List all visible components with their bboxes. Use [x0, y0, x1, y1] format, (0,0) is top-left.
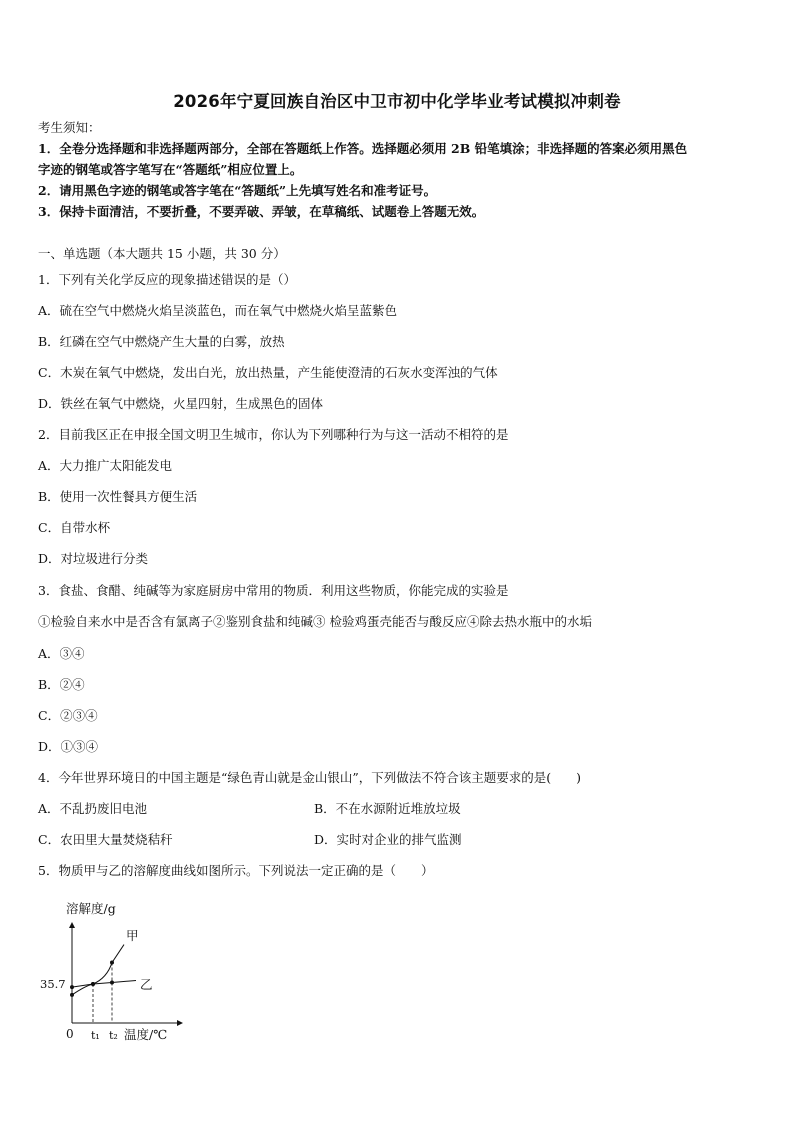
q1-stem: 1．下列有关化学反应的现象描述错误的是（） — [38, 272, 296, 287]
y-tick-label: 35.7 — [40, 977, 66, 991]
point-yi-1 — [91, 982, 95, 986]
q3-stem: 3．食盐、食醋、纯碱等为家庭厨房中常用的物质．利用这些物质，你能完成的实验是 — [38, 583, 509, 598]
q4-stem: 4．今年世界环境日的中国主题是“绿色青山就是金山银山”，下列做法不符合该主题要求的是( ) — [38, 770, 581, 785]
y-axis-label: 溶解度/g — [66, 901, 116, 916]
q2-option-b: B．使用一次性餐具方便生活 — [38, 489, 198, 504]
note-2: 2．请用黑色字迹的钢笔或答字笔在“答题纸”上先填写姓名和准考证号。 — [38, 183, 437, 198]
series-label-yi: 乙 — [140, 977, 153, 992]
q1-option-d: D．铁丝在氧气中燃烧，火星四射，生成黑色的固体 — [38, 396, 324, 411]
series-line-yi — [72, 980, 136, 987]
point-yi-0 — [70, 985, 74, 989]
x-tick-label-t1: t₁ — [91, 1029, 100, 1042]
solubility-chart — [30, 895, 190, 1055]
q4-option-b: B．不在水源附近堆放垃圾 — [314, 801, 461, 816]
point-jia-0 — [70, 993, 74, 997]
q2-option-c: C．自带水杯 — [38, 520, 111, 535]
q4-option-d: D．实时对企业的排气监测 — [314, 832, 462, 847]
q1-option-c: C．木炭在氧气中燃烧，发出白光，放出热量，产生能使澄清的石灰水变浑浊的气体 — [38, 365, 498, 380]
series-label-jia: 甲 — [126, 928, 139, 943]
q2-option-d: D．对垃圾进行分类 — [38, 551, 149, 566]
origin-label: 0 — [66, 1027, 74, 1041]
point-yi-2 — [110, 980, 114, 984]
q3-items: ①检验自来水中是否含有氯离子②鉴别食盐和纯碱③ 检验鸡蛋壳能否与酸反应④除去热水瓶中的水垢 — [38, 614, 592, 629]
q4-option-c: C．农田里大量焚烧秸秆 — [38, 832, 173, 847]
q1-option-b: B．红磷在空气中燃烧产生大量的白雾，放热 — [38, 334, 285, 349]
q2-stem: 2．目前我区正在申报全国文明卫生城市，你认为下列哪种行为与这一活动不相符的是 — [38, 427, 509, 442]
q3-option-b: B．②④ — [38, 677, 85, 692]
notes-label: 考生须知： — [38, 120, 101, 135]
page-title: 2026年宁夏回族自治区中卫市初中化学毕业考试模拟冲刺卷 — [173, 92, 621, 111]
point-jia-2 — [110, 961, 114, 965]
q1-option-a: A．硫在空气中燃烧火焰呈淡蓝色，而在氧气中燃烧火焰呈蓝紫色 — [38, 303, 398, 318]
x-tick-label-t2: t₂ — [109, 1029, 118, 1042]
section-heading: 一、单选题（本大题共 15 小题，共 30 分） — [38, 246, 286, 261]
x-axis-label: 温度/℃ — [124, 1027, 168, 1042]
q2-option-a: A．大力推广太阳能发电 — [38, 458, 173, 473]
note-1-line-1: 1．全卷分选择题和非选择题两部分，全部在答题纸上作答。选择题必须用 2B 铅笔填涂；非选择题的答案必须用黑色 — [38, 141, 688, 156]
series-line-jia — [72, 945, 124, 995]
q3-option-a: A．③④ — [38, 646, 85, 661]
q3-option-d: D．①③④ — [38, 739, 99, 754]
note-3: 3．保持卡面清洁，不要折叠，不要弄破、弄皱，在草稿纸、试题卷上答题无效。 — [38, 204, 485, 219]
q5-stem: 5．物质甲与乙的溶解度曲线如图所示。下列说法一定正确的是（ ） — [38, 863, 434, 878]
q3-option-c: C．②③④ — [38, 708, 98, 723]
note-1-line-2: 字迹的钢笔或答字笔写在“答题纸”相应位置上。 — [38, 162, 303, 177]
q4-option-a: A．不乱扔废旧电池 — [38, 801, 148, 816]
